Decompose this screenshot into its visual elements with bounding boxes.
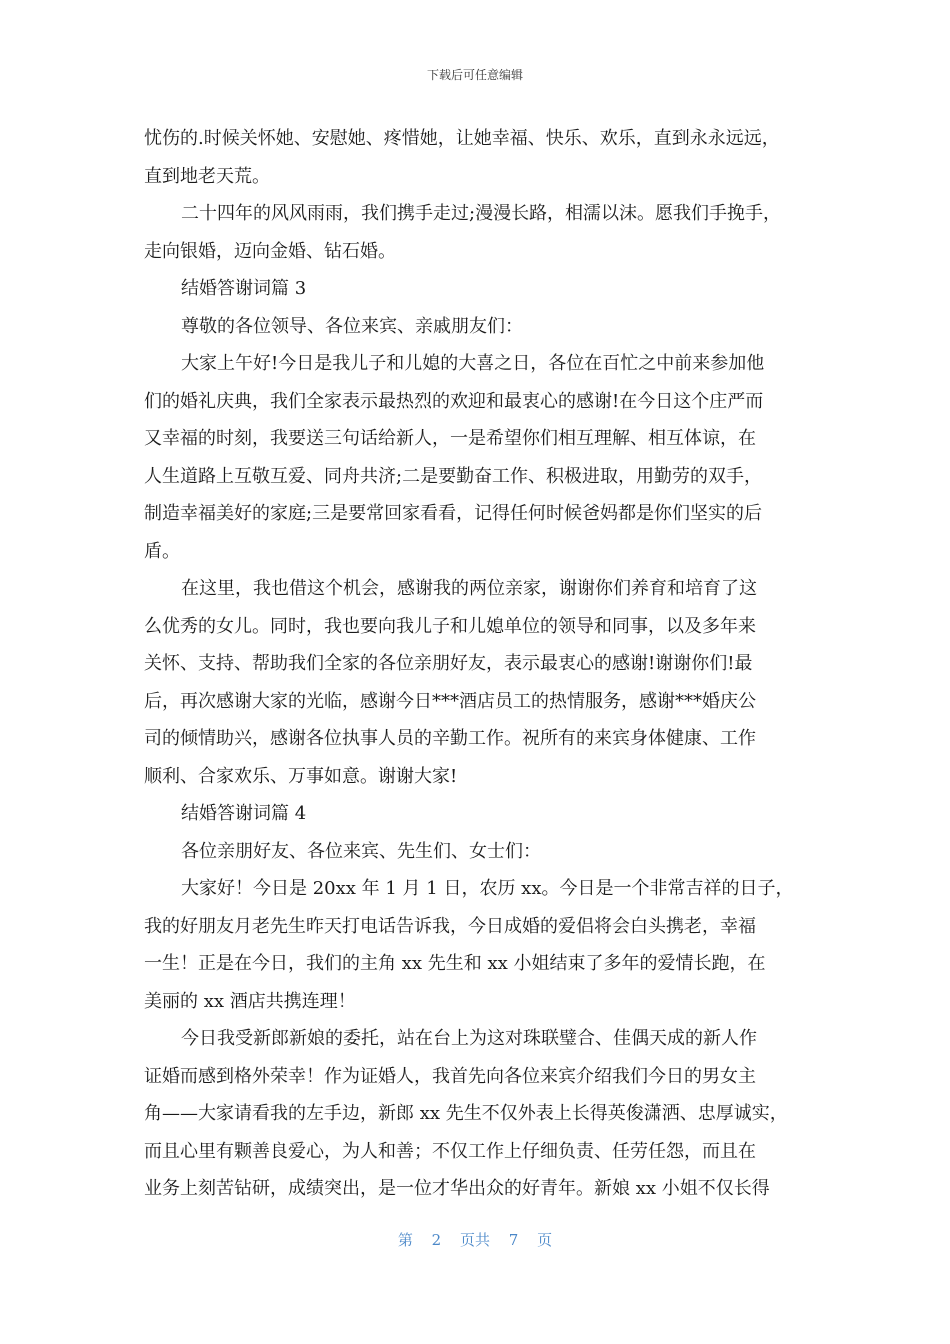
text-line: 后，再次感谢大家的光临，感谢今日***酒店员工的热情服务，感谢***婚庆公: [144, 690, 756, 712]
text-line: 证婚而感到格外荣幸！作为证婚人，我首先向各位来宾介绍我们今日的男女主: [144, 1065, 756, 1087]
text-line: 盾。: [144, 540, 180, 562]
text-line: 制造幸福美好的家庭;三是要常回家看看，记得任何时候爸妈都是你们坚实的后: [144, 503, 763, 524]
text-line: 关怀、支持、帮助我们全家的各位亲朋好友，表示最衷心的感谢!谢谢你们!最: [144, 653, 753, 674]
text-line: 尊敬的各位领导、各位来宾、亲戚朋友们：: [181, 315, 523, 337]
document-body: [144, 120, 806, 1208]
text-line: 二十四年的风风雨雨，我们携手走过;漫漫长路，相濡以沫。愿我们手挽手，: [181, 203, 782, 224]
text-line: 各位亲朋好友、各位来宾、先生们、女士们：: [181, 840, 541, 862]
text-line: 在这里，我也借这个机会，感谢我的两位亲家，谢谢你们养育和培育了这: [181, 578, 757, 599]
text-line: 角——大家请看我的左手边，新郎 xx 先生不仅外表上长得英俊潇洒、忠厚诚实，: [144, 1103, 788, 1124]
text-line: 走向银婚，迈向金婚、钻石婚。: [144, 240, 396, 262]
text-line: 直到地老天荒。: [144, 165, 270, 187]
text-line: 大家好！今日是 20xx 年 1 月 1 日，农历 xx。今日是一个非常吉祥的日子，: [181, 878, 794, 899]
text-line: 美丽的 xx 酒店共携连理！: [144, 990, 356, 1012]
text-line: 们的婚礼庆典，我们全家表示最热烈的欢迎和最衷心的感谢!在今日这个庄严而: [144, 390, 764, 412]
text-line: 大家上午好!今日是我儿子和儿媳的大喜之日，各位在百忙之中前来参加他: [181, 353, 765, 374]
text-line: 结婚答谢词篇 4: [181, 803, 307, 824]
text-line: 又幸福的时刻，我要送三句话给新人，一是希望你们相互理解、相互体谅，在: [144, 428, 756, 449]
text-line: 忧伤的.时候关怀她、安慰她、疼惜她，让她幸福、快乐、欢乐，直到永永远远，: [144, 128, 780, 149]
text-line: 一生！正是在今日，我们的主角 xx 先生和 xx 小姐结束了多年的爱情长跑，在: [144, 953, 766, 974]
text-line: 今日我受新郎新娘的委托，站在台上为这对珠联璧合、佳偶天成的新人作: [181, 1028, 757, 1049]
text-line: 司的倾情助兴，感谢各位执事人员的辛勤工作。祝所有的来宾身体健康、工作: [144, 728, 756, 749]
text-line: 我的好朋友月老先生昨天打电话告诉我，今日成婚的爱侣将会白头携老，幸福: [144, 915, 756, 937]
text-line: 业务上刻苦钻研，成绩突出，是一位才华出众的好青年。新娘 xx 小姐不仅长得: [144, 1178, 770, 1199]
page-footer: 第 2 页共 7 页: [397, 1231, 553, 1249]
text-line: 么优秀的女儿。同时，我也要向我儿子和儿媳单位的领导和同事，以及多年来: [144, 615, 756, 637]
text-line: 结婚答谢词篇 3: [181, 278, 307, 299]
text-line: 而且心里有颗善良爱心，为人和善；不仅工作上仔细负责、任劳任怨，而且在: [144, 1140, 756, 1162]
page-header: 下载后可任意编辑: [426, 68, 523, 82]
text-line: 顺利、合家欢乐、万事如意。谢谢大家!: [144, 765, 458, 787]
text-line: 人生道路上互敬互爱、同舟共济;二是要勤奋工作、积极进取，用勤劳的双手，: [144, 465, 763, 487]
